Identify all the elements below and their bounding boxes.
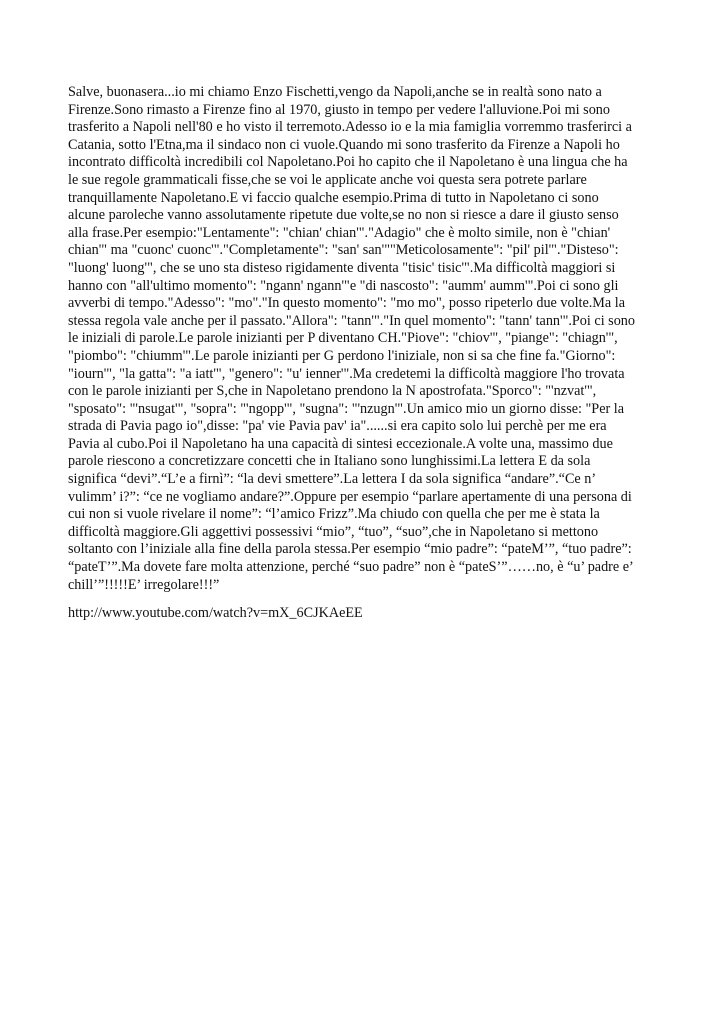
- video-url-text: http://www.youtube.com/watch?v=mX_6CJKAeEE: [68, 605, 363, 622]
- body-paragraph: Salve, buonasera...io mi chiamo Enzo Fischetti,vengo da Napoli,anche se in realtà sono nato a Firenze.Sono rimasto a Firenze fino al 1970, giusto in tempo per vedere l'alluvione.Poi mi sono trasferito a Napoli nell'80 e ho visto il terremoto.Adesso io e la mia famiglia vorremmo trasferirci a Catania, sotto l'Etna,ma il sindaco non ci vuole.Quando mi sono trasferito da Firenze a Napoli ho incontrato difficoltà incredibili col Napoletano.Poi ho capito che il Napoletano è una lingua che ha le sue regole grammaticali fisse,che se voi le applicate anche voi questa sera potrete parlare tranquillamente Napoletano.E vi faccio qualche esempio.Prima di tutto in Napoletano ci sono alcune paroleche vanno assolutamente ripetute due volte,se no non si riesce a dare il giusto senso alla frase.Per esempio:"Lentamente": "chian' chian'"."Adagio" che è molto simile, non è "chian' chian'" ma "cuonc' cuonc'"."Completamente": "san' san'""Meticolosamente": "pil' pil'"."Disteso": "luong' luong'", che se uno sta disteso rigidamente diventa "tisic' tisic'".Ma difficoltà maggiori si hanno con "all'ultimo momento": "ngann' ngann'"e "di nascosto": "aumm' aumm'".Poi ci sono gli avverbi di tempo."Adesso": "mo"."In questo momento": "mo mo", posso ripeterlo due volte.Ma la stessa regola vale anche per il passato."Allora": "tann'"."In quel momento": "tann' tann'".Poi ci sono le iniziali di parole.Le parole inizianti per P diventano CH."Piove": "chiov'", "piange": "chiagn'", "piombo": "chiumm'".Le parole inizianti per G perdono l'iniziale, non si sa che fine fa."Giorno": "iourn'", "la gatta": "a iatt'", "genero": "u' ienner'".Ma credetemi la difficoltà maggiore l'ho trovata con le parole inizianti per S,che in Napoletano prendono la N apostrofata."Sporco": "'nzvat'", "sposato": "'nsugat'", "sopra": "'ngopp'", "sugna": "'nzugn'".Un amico mio un giorno disse: "Per la strada di Pavia pago io",disse: "pa' vie Pavia pav' ia"......si era capito solo lui perchè per me era Pavia al cubo.Poi il Napoletano ha una capacità di sintesi eccezionale.A volte una, massimo due parole riescono a concretizzare concetti che in Italiano sono lunghissimi.La lettera E da sola significa “devi”.“L’e a firnì”: “la devi smettere”.La lettera I da sola significa “andare”.“Ce n’ vulimm’ i?”: “ce ne vogliamo andare?”.Oppure per esempio “parlare apertamente di una persona di cui non si vuole rivelare il nome”: “l’amico Frizz”.Ma chiudo con quella che per me è stata la difficoltà maggiore.Gli aggettivi possessivi “mio”, “tuo”, “suo”,che in Napoletano si mettono soltanto con l’iniziale alla fine della parola stessa.Per esempio “mio padre”: “pateM’”, “tuo padre”: “pateT’”.Ma dovete fare molta attenzione, perché “suo padre” non è “pateS’”……no, è “u’ padre e’ chill’”!!!!!E’ irregolare!!!”: [68, 84, 635, 593]
- document-page: [68, 84, 660, 623]
